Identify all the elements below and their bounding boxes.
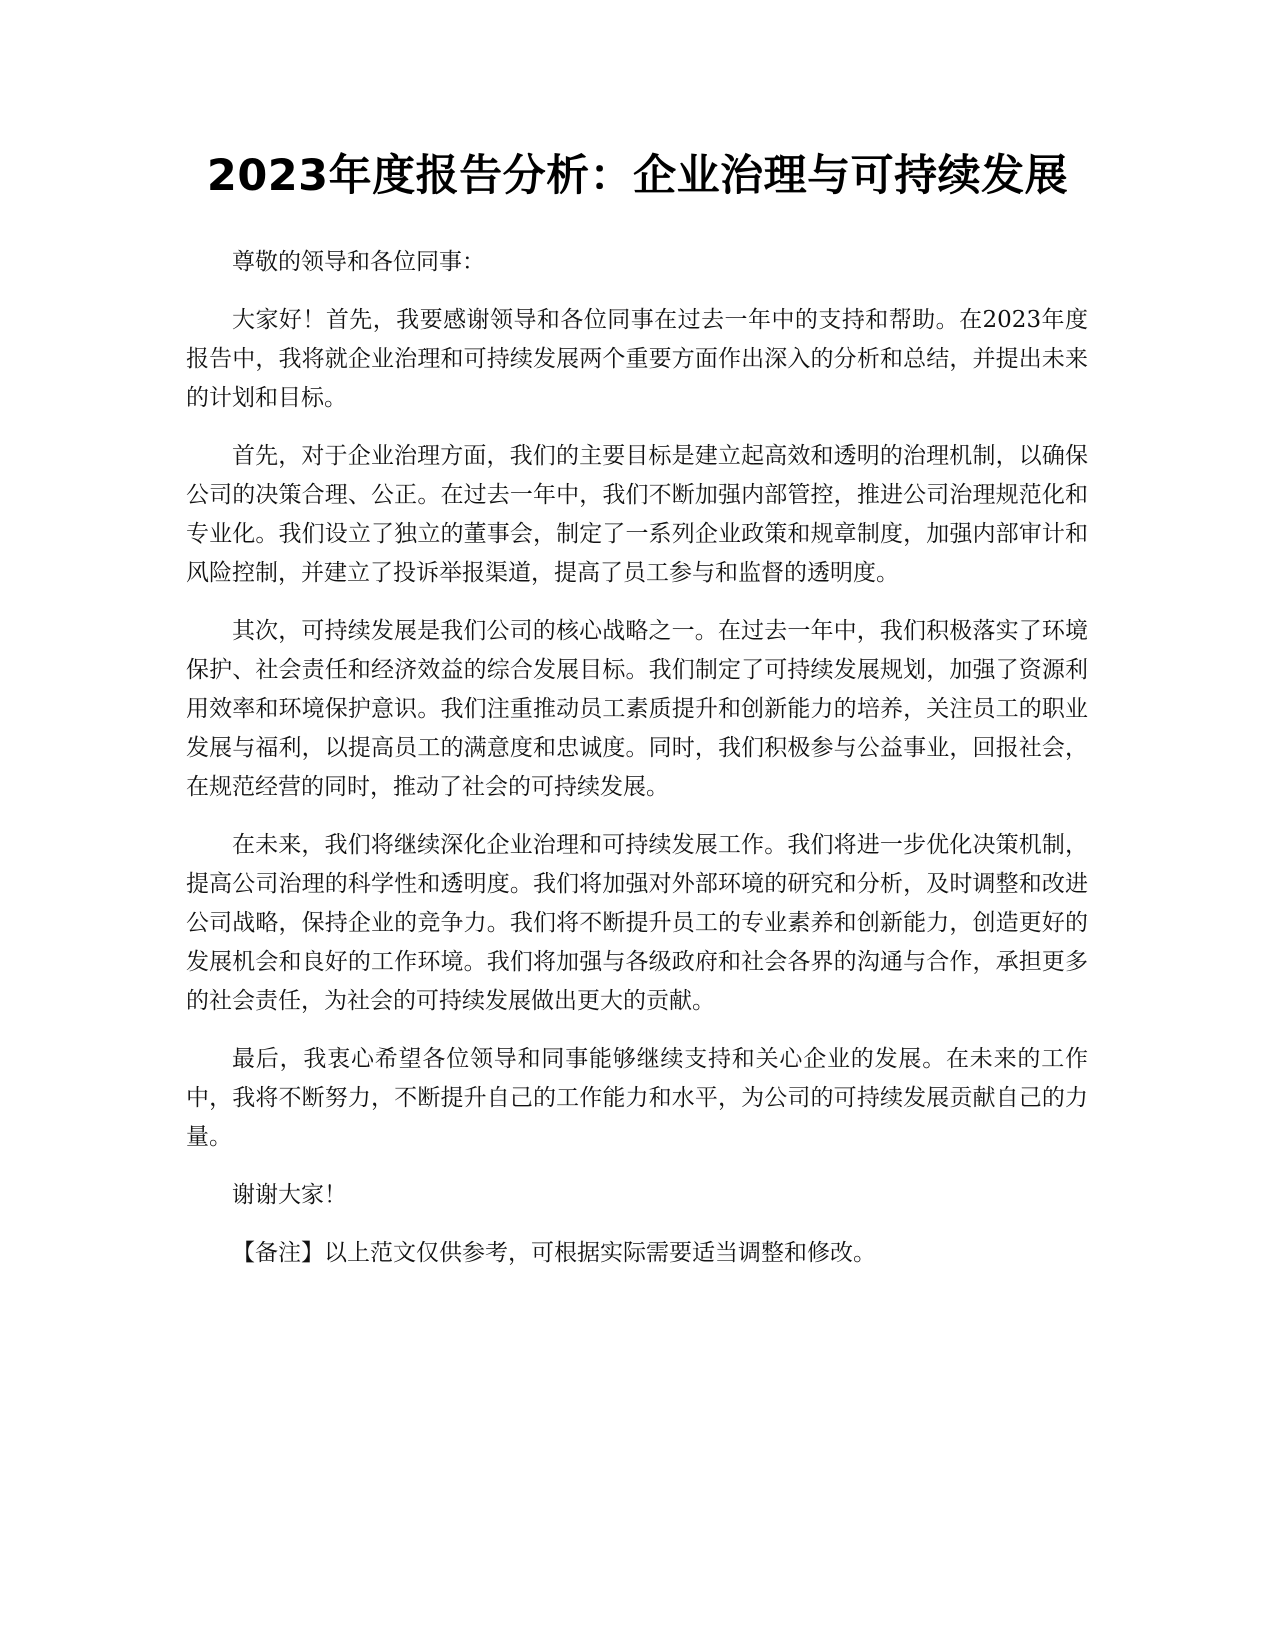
opening-paragraph: 大家好！首先，我要感谢领导和各位同事在过去一年中的支持和帮助。在2023年度报告中，我将就企业治理和可持续发展两个重要方面作出深入的分析和总结，并提出未来的计划和目标。 [186, 307, 1088, 411]
remark-note: 【备注】以上范文仅供参考，可根据实际需要适当调整和修改。 [232, 1240, 876, 1266]
document-title: 2023年度报告分析：企业治理与可持续发展 [206, 151, 1069, 201]
closing-paragraph: 最后，我衷心希望各位领导和同事能够继续支持和关心企业的发展。在未来的工作中，我将不断努力，不断提升自己的工作能力和水平，为公司的可持续发展贡献自己的力量。 [186, 1046, 1088, 1150]
salutation: 尊敬的领导和各位同事： [232, 249, 485, 275]
governance-paragraph: 首先，对于企业治理方面，我们的主要目标是建立起高效和透明的治理机制，以确保公司的决策合理、公正。在过去一年中，我们不断加强内部管控，推进公司治理规范化和专业化。我们设立了独立的董事会，制定了一系列企业政策和规章制度，加强内部审计和风险控制，并建立了投诉举报渠道，提高了员工参与和监督的透明度。 [186, 443, 1088, 586]
document-body [186, 243, 1088, 1292]
sustainability-paragraph: 其次，可持续发展是我们公司的核心战略之一。在过去一年中，我们积极落实了环境保护、社会责任和经济效益的综合发展目标。我们制定了可持续发展规划，加强了资源利用效率和环境保护意识。我们注重推动员工素质提升和创新能力的培养，关注员工的职业发展与福利，以提高员工的满意度和忠诚度。同时，我们积极参与公益事业，回报社会，在规范经营的同时，推动了社会的可持续发展。 [186, 618, 1088, 800]
future-plan-paragraph: 在未来，我们将继续深化企业治理和可持续发展工作。我们将进一步优化决策机制，提高公司治理的科学性和透明度。我们将加强对外部环境的研究和分析，及时调整和改进公司战略，保持企业的竞争力。我们将不断提升员工的专业素养和创新能力，创造更好的发展机会和良好的工作环境。我们将加强与各级政府和社会各界的沟通与合作，承担更多的社会责任，为社会的可持续发展做出更大的贡献。 [186, 832, 1088, 1014]
thanks-line: 谢谢大家！ [232, 1182, 347, 1208]
